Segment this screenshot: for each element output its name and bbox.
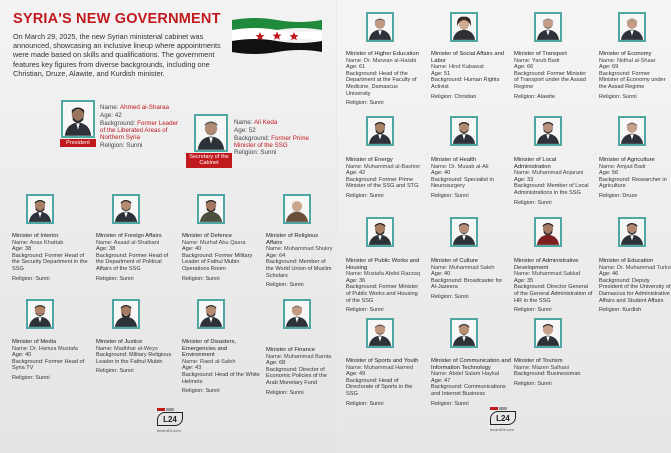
president-card (100, 104, 180, 150)
minister-background: Background: Head of the White Helmets (182, 371, 260, 385)
logo-url: levant24.com (490, 427, 514, 432)
minister-photo (534, 217, 562, 247)
secretary-name: Ali Keda (253, 119, 278, 126)
minister-name: Name: Muhammad Hamed (346, 364, 414, 371)
minister-name: Name: Muhammad Sakkaf (514, 271, 581, 278)
minister-religion: Religion: Sunni (182, 275, 220, 282)
logo-bar-red (157, 408, 165, 411)
minister-card (514, 258, 594, 314)
minister-age: Age: 61 (346, 64, 366, 71)
minister-religion: Religion: Sunni (266, 389, 304, 396)
minister-background: Background: Former Prime Minister of the SSG and STG (346, 176, 419, 190)
minister-religion: Religion: Sunni (431, 192, 469, 199)
minister-role: Minister of Public Works and Housing (346, 258, 420, 271)
minister-age: Age: 35 (514, 277, 534, 284)
minister-age: Age: 38 (12, 246, 32, 253)
minister-name: Name: Mustafa Abdel Razzaq (346, 271, 420, 278)
president-photo (61, 100, 95, 138)
minister-role: Minister of Higher Education (346, 51, 419, 57)
minister-background: Background: Broadcaster for Al-Jazeera (431, 277, 503, 291)
minister-card (599, 157, 669, 200)
minister-name: Name: Muhammad Anjarani (514, 170, 584, 177)
minister-name: Name: Raed al-Saleh (182, 358, 236, 365)
minister-role: Minister of Finance (266, 347, 315, 353)
minister-religion: Religion: Sunni (346, 192, 384, 199)
minister-background: Background: Former Minister of Economy under the Assad Regime (599, 70, 666, 90)
minister-name: Name: Madhhar al-Weys (96, 345, 158, 352)
minister-role: Minister of Sports and Youth (346, 358, 419, 364)
minister-background: Background: Former Head of the Department of Political Affairs of the SSG (96, 252, 169, 272)
minister-card (266, 347, 334, 396)
minister-name: Name: Murhaf Abu Qasra (182, 239, 246, 246)
minister-photo (534, 12, 562, 42)
minister-role: Minister of Social Affairs and Labor (431, 51, 505, 64)
minister-name: Name: Mazen Salhani (514, 364, 570, 371)
minister-background: Background: Former Military Leader of Fathul Mubin Operations Room (182, 252, 253, 272)
minister-photo (534, 318, 562, 348)
minister-name: Name: Asaad al-Shaibani (96, 239, 160, 246)
minister-age: Age: 49 (346, 371, 366, 378)
logo-bar-grey (499, 407, 507, 410)
minister-religion: Religion: Sunni (514, 307, 552, 314)
minister-photo (366, 116, 394, 146)
minister-name: Name: Abdel Salam Haykal (431, 371, 500, 378)
minister-background: Background: Former Minister of Transport under the Assad Regime (514, 70, 587, 90)
minister-background: Background: Former Head of the Security Department in the SSG (12, 252, 88, 272)
minister-age: Age: 69 (599, 64, 619, 71)
minister-background: Background: Deputy President of the University of Damascus for Administrative Affairs and Student Affairs (599, 277, 671, 304)
logo-url: levant24.com (157, 428, 181, 433)
minister-name: Name: Dr. Musab al-Ali (431, 163, 489, 170)
minister-photo (26, 299, 54, 329)
minister-age: Age: 47 (431, 377, 451, 384)
minister-photo (197, 299, 225, 329)
minister-religion: Religion: Sunni (346, 307, 384, 314)
minister-role: Minister of Education (599, 258, 654, 264)
minister-card (514, 358, 592, 387)
minister-photo (534, 116, 562, 146)
minister-role: Minister of Economy (599, 51, 652, 57)
minister-role: Minister of Energy (346, 157, 393, 163)
minister-photo (450, 318, 478, 348)
minister-photo (618, 12, 646, 42)
minister-background: Background: Member of Local Administrations in the SSG (514, 183, 589, 196)
minister-age: Age: 68 (266, 360, 286, 367)
minister-background: Background: Military Religious Leader in the Fathul Mubin (96, 352, 172, 365)
right-panel (337, 0, 671, 453)
minister-background: Background: Director of Economic Policies of the Arab Monetary Fund (266, 366, 327, 386)
president-religion: Religion: Sunni (100, 141, 143, 149)
page-title: SYRIA'S NEW GOVERNMENT (13, 11, 221, 27)
minister-photo (112, 299, 140, 329)
minister-photo (618, 116, 646, 146)
minister-age: Age: 40 (431, 271, 451, 278)
minister-age: Age: 43 (182, 365, 202, 372)
minister-card (431, 157, 507, 200)
minister-photo (450, 217, 478, 247)
minister-background: Background: Businessman (514, 371, 581, 378)
minister-role: Minister of Religious Affairs (266, 233, 319, 246)
minister-role: Minister of Communication and Information Technology (431, 358, 511, 371)
minister-background: Background: Head of the Department at the Faculty of Medicine, Damascus University (346, 70, 417, 97)
minister-name: Name: Muhammad Saleh (431, 264, 495, 271)
minister-religion: Religion: Sunni (346, 100, 384, 107)
minister-religion: Religion: Sunni (599, 93, 637, 100)
minister-photo (283, 299, 311, 329)
minister-age: Age: 51 (431, 70, 451, 77)
minister-photo (112, 194, 140, 224)
minister-card (346, 51, 422, 107)
minister-religion: Religion: Druze (599, 192, 638, 199)
minister-religion: Religion: Sunni (96, 275, 134, 282)
secretary-tag: Secretary of the Cabinet (186, 153, 232, 168)
minister-age: Age: 33 (514, 176, 534, 183)
minister-card (431, 258, 507, 301)
levant24-logo (157, 408, 187, 434)
minister-name: Name: Amjad Badr (599, 163, 646, 170)
minister-religion: Religion: Kurdish (599, 307, 642, 314)
minister-role: Minister of Foreign Affairs (96, 233, 162, 239)
minister-role: Minister of Defence (182, 233, 232, 239)
minister-age: Age: 46 (599, 271, 619, 278)
minister-role: Minister of Culture (431, 258, 479, 264)
minister-name: Name: Muhammad al-Bashier (346, 163, 421, 170)
minister-age: Age: 38 (96, 246, 116, 253)
minister-background: Background: Researcher in Agriculture (599, 176, 667, 190)
minister-religion: Religion: Sunni (12, 374, 50, 381)
minister-age: Age: 40 (182, 246, 202, 253)
minister-photo (618, 217, 646, 247)
minister-card (599, 258, 671, 314)
minister-background: Background: Communications and Internet Business (431, 384, 506, 397)
minister-background: Background: Head of Directorate of Sports in the SSG (346, 377, 413, 397)
logo-text: L24 (490, 411, 516, 425)
minister-background: Background: Director General of the General Administration of HR in the SSG (514, 284, 593, 304)
secretary-photo (194, 114, 228, 152)
minister-card (514, 157, 590, 206)
minister-age: Age: 40 (12, 352, 32, 359)
minister-card (599, 51, 669, 100)
president-tag: President (60, 139, 96, 147)
minister-card (12, 339, 88, 382)
minister-photo (450, 116, 478, 146)
logo-text: L24 (157, 412, 183, 426)
minister-card (12, 233, 88, 282)
minister-role: Minister of Justice (96, 339, 143, 345)
president-background: Former Leader of the Liberated Areas of Northern Syria (100, 120, 179, 142)
minister-religion: Religion: Sunni (431, 400, 469, 407)
minister-background: Background: Former Head of Syria TV (12, 358, 85, 372)
secretary-background: Former Prime Minister of the SSG (234, 135, 309, 150)
minister-card (182, 233, 258, 282)
minister-age: Age: 66 (514, 64, 534, 71)
minister-religion: Religion: Sunni (514, 380, 552, 387)
minister-name: Name: Nidhal al-Shaar (599, 57, 656, 64)
minister-card (346, 258, 422, 314)
minister-background: Background: Specialist in Neurosurgery (431, 176, 494, 190)
minister-name: Name: Muhammad Barnia (266, 353, 332, 360)
minister-card (266, 233, 334, 289)
minister-name: Name: Muhammad Shukry (266, 246, 333, 253)
minister-age: Age: 64 (266, 252, 286, 259)
minister-photo (366, 217, 394, 247)
minister-photo (366, 318, 394, 348)
minister-religion: Religion: Christian (431, 93, 477, 100)
minister-name: Name: Dr. Hamza Mustafa (12, 345, 78, 352)
secretary-religion: Religion: Sunni (234, 149, 277, 157)
minister-religion: Religion: Sunni (266, 282, 304, 289)
minister-card (182, 339, 260, 395)
syrian-flag-image (230, 16, 324, 56)
intro-paragraph: On March 29, 2025, the new Syrian ministerial cabinet was announced, showcasing an inclusive lineup where appointments were made based on skills and qualifications. The government features key figures from diverse backgrounds, including one Christian, Druze, Alawite, and Kurdish minister. (13, 32, 221, 78)
minister-name: Name: Yarub Badr (514, 57, 560, 64)
minister-name: Name: Hind Kabawat (431, 64, 484, 71)
name-label: Name: (234, 119, 254, 126)
minister-age: Age: 40 (431, 170, 451, 177)
secretary-card (234, 119, 326, 157)
minister-card (431, 358, 511, 407)
president-age: Age: 42 (100, 112, 122, 119)
minister-name: Name: Dr. Muhammad Turko (599, 264, 671, 271)
minister-name: Name: Dr. Marwan al-Halabi (346, 57, 417, 64)
minister-card (96, 339, 174, 375)
minister-background: Background: Former Minister of Public Works and Housing of the SSG (346, 284, 419, 304)
minister-role: Minister of Tourism (514, 358, 563, 364)
minister-role: Minister of Agriculture (599, 157, 655, 163)
minister-religion: Religion: Sunni (12, 275, 50, 282)
minister-role: Minister of Administrative Development (514, 258, 579, 271)
minister-religion: Religion: Sunni (431, 293, 469, 300)
minister-background: Background: Member of the World Union of Muslim Scholars (266, 259, 332, 279)
name-label: Name: (100, 104, 120, 111)
minister-role: Minister of Interior (12, 233, 59, 239)
minister-age: Age: 36 (346, 277, 366, 284)
minister-religion: Religion: Sunni (182, 388, 220, 395)
minister-photo (197, 194, 225, 224)
minister-religion: Religion: Sunni (514, 199, 552, 206)
minister-age: Age: 42 (346, 170, 366, 177)
minister-card (346, 358, 424, 407)
minister-religion: Religion: Alawite (514, 93, 556, 100)
minister-role: Minister of Health (431, 157, 477, 163)
minister-role: Minister of Transport (514, 51, 567, 57)
minister-role: Minister of Local Administration (514, 157, 557, 170)
levant24-logo (490, 407, 520, 433)
minister-photo (283, 194, 311, 224)
background-label: Background: (100, 120, 138, 127)
president-name: Ahmed al-Sharaa (119, 104, 169, 111)
minister-role: Minister of Disasters, Emergencies and Environment (182, 339, 237, 359)
minister-photo (366, 12, 394, 42)
logo-bar-red (490, 407, 498, 410)
minister-photo (26, 194, 54, 224)
minister-card (431, 51, 507, 100)
minister-card (346, 157, 422, 200)
minister-card (514, 51, 590, 100)
minister-card (96, 233, 174, 282)
background-label: Background: (234, 135, 272, 142)
minister-role: Minister of Media (12, 339, 57, 345)
minister-photo (450, 12, 478, 42)
minister-religion: Religion: Sunni (96, 368, 134, 375)
secretary-age: Age: 52 (234, 127, 256, 134)
logo-bar-grey (166, 408, 174, 411)
minister-background: Background: Human Rights Activist (431, 77, 500, 90)
minister-name: Name: Anas Khattab (12, 239, 64, 246)
minister-age: Age: 56 (599, 170, 619, 177)
minister-religion: Religion: Sunni (346, 400, 384, 407)
